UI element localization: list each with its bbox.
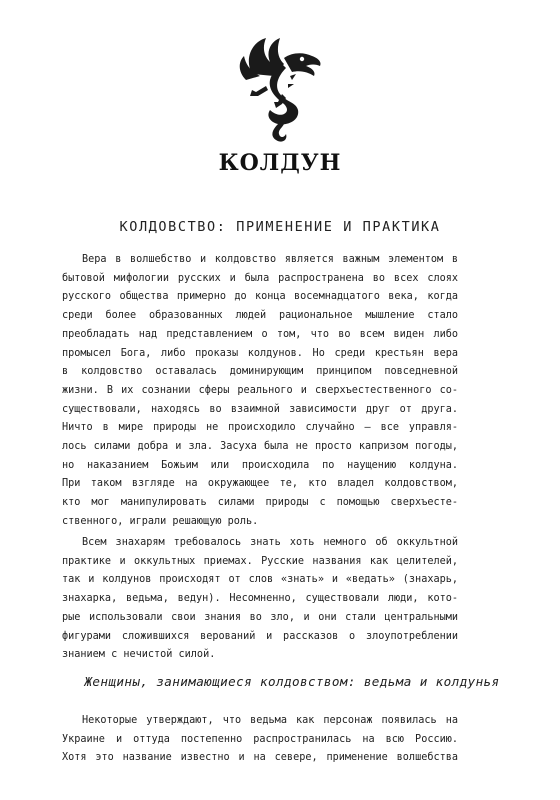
paragraph-line: фигурами сложившихся верований и рассказов о злоупотреблении xyxy=(62,630,458,642)
subsection-heading: Женщины, занимающиеся колдовством: ведьма и колдунья xyxy=(84,674,500,689)
paragraph-line: в колдовство оставалась доминирующим принципом повседневной xyxy=(62,366,458,378)
paragraph-line: русского общества примерно до конца восемнадцатого века, когда xyxy=(62,291,458,303)
paragraph-line: Некоторые утверждают, что ведьма как персонаж появилась на xyxy=(82,715,458,726)
paragraph-line: существовали, находясь во взаимной зависимости друг от друга. xyxy=(62,403,458,415)
paragraph-line: Ничто в мире природы не происходило случайно — все управля- xyxy=(62,422,458,434)
paragraph-line: так и колдунов происходят от слов «знать» и «ведать» (знахарь, xyxy=(62,574,458,586)
winged-dragon-serpent-icon xyxy=(222,28,338,148)
paragraph-2 xyxy=(62,534,458,665)
paragraph-line: лось силами добра и зла. Засуха была не просто капризом погоды, xyxy=(62,441,458,453)
paragraph-line: Хотя это название известно и на севере, применение волшебства xyxy=(62,752,458,764)
paragraph-3 xyxy=(62,712,458,768)
paragraph-line: При таком взгляде на окружающее те, кто владел колдовством, xyxy=(62,478,458,490)
paragraph-line: но наказанием Божьим или происходила по наущению колдуна. xyxy=(62,459,458,471)
paragraph-1 xyxy=(62,251,458,532)
paragraph-line: среди более образованных людей рациональное мышление стало xyxy=(62,310,458,322)
paragraph-line: Всем знахарям требовалось знать хоть немного об оккультной xyxy=(82,537,458,548)
paragraph-line: промысел Бога, либо проказы колдунов. Но среди крестьян вера xyxy=(62,347,458,359)
paragraph-line: практике и оккультных приемах. Русские названия как целителей, xyxy=(62,555,458,567)
paragraph-line: бытовой мифологии русских и была распространена во всех слоях xyxy=(62,272,458,284)
paragraph-line: жизни. В их сознании сферы реального и сверхъестественного со- xyxy=(62,384,458,396)
paragraph-line: знанием с нечистой силой. xyxy=(62,649,216,661)
paragraph-line: преобладать над представлением о том, что во всем виден либо xyxy=(62,328,458,340)
paragraph-line: Украине и оттуда постепенно распространилась на всю Россию. xyxy=(62,733,458,745)
paragraph-line: Вера в волшебство и колдовство является важным элементом в xyxy=(82,254,458,265)
paragraph-line: знахарка, ведьма, ведун). Несомненно, существовали люди, кото- xyxy=(62,593,458,605)
paragraph-line: рые использовали свои знания во зло, и они стали центральными xyxy=(62,611,458,623)
section-heading: КОЛДОВСТВО: ПРИМЕНЕНИЕ И ПРАКТИКА xyxy=(119,219,441,235)
paragraph-line: кто мог манипулировать силами природы с помощью сверхъесте- xyxy=(62,497,458,509)
chapter-title: КОЛДУН xyxy=(218,150,342,176)
paragraph-line: ственного, играли решающую роль. xyxy=(62,515,259,527)
